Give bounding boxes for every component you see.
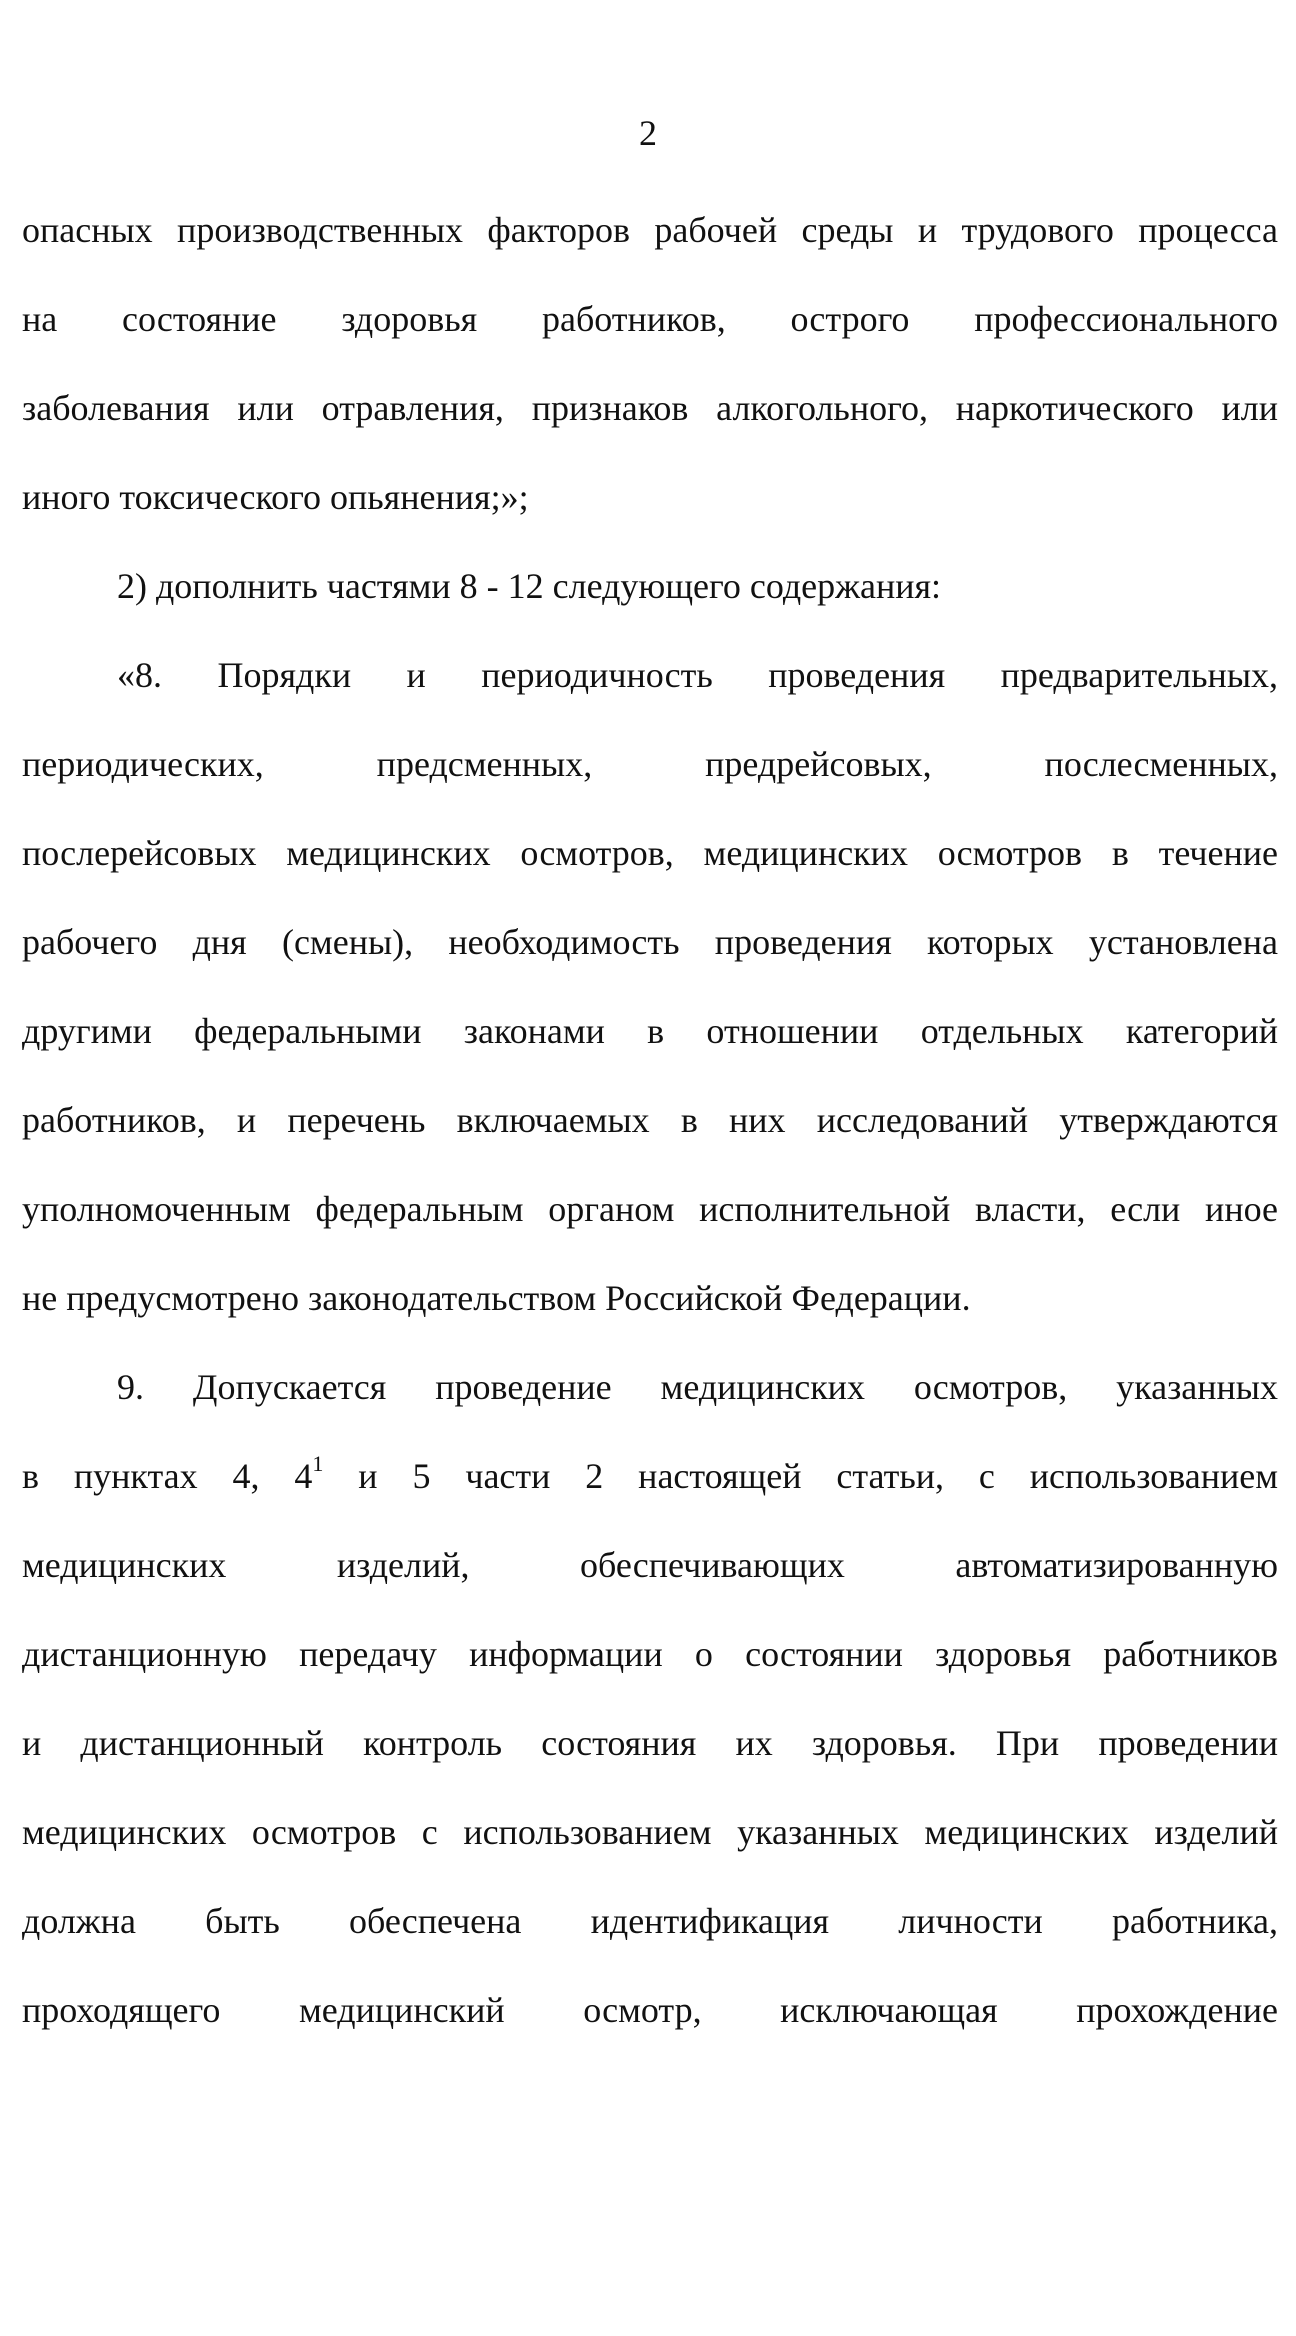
- text-line: на состояние здоровья работников, острого профессионального: [22, 299, 1278, 339]
- paragraph-first-line: «8. Порядки и периодичность проведения предварительных,: [117, 655, 1278, 695]
- text-line: работников, и перечень включаемых в них исследований утверждаются: [22, 1100, 1278, 1140]
- text-line: должна быть обеспечена идентификация личности работника,: [22, 1901, 1278, 1941]
- text-fragment: и 5 части 2 настоящей статьи, с использованием: [323, 1456, 1278, 1496]
- text-fragment: в пунктах 4, 4: [22, 1456, 313, 1496]
- text-line: и дистанционный контроль состояния их здоровья. При проведении: [22, 1723, 1278, 1763]
- text-line: другими федеральными законами в отношении отдельных категорий: [22, 1011, 1278, 1051]
- page-number: 2: [639, 113, 657, 153]
- paragraph-first-line: 2) дополнить частями 8 - 12 следующего содержания:: [117, 566, 942, 606]
- text-line: медицинских осмотров с использованием указанных медицинских изделий: [22, 1812, 1278, 1852]
- superscript: 1: [312, 1451, 324, 1476]
- paragraph-first-line: 9. Допускается проведение медицинских осмотров, указанных: [117, 1367, 1278, 1407]
- text-line: не предусмотрено законодательством Российской Федерации.: [22, 1278, 971, 1318]
- text-line: дистанционную передачу информации о состоянии здоровья работников: [22, 1634, 1278, 1674]
- text-line: опасных производственных факторов рабочей среды и трудового процесса: [22, 210, 1278, 250]
- text-line: периодических, предсменных, предрейсовых, послесменных,: [22, 744, 1278, 784]
- text-line: проходящего медицинский осмотр, исключающая прохождение: [22, 1990, 1278, 2030]
- text-line: рабочего дня (смены), необходимость проведения которых установлена: [22, 922, 1278, 962]
- text-line: медицинских изделий, обеспечивающих автоматизированную: [22, 1545, 1278, 1585]
- text-line: иного токсического опьянения;»;: [22, 477, 529, 517]
- text-line: заболевания или отравления, признаков алкогольного, наркотического или: [22, 388, 1278, 428]
- text-line: уполномоченным федеральным органом исполнительной власти, если иное: [22, 1189, 1278, 1229]
- text-line: послерейсовых медицинских осмотров, медицинских осмотров в течение: [22, 833, 1278, 873]
- text-line-with-superscript: [22, 1451, 1278, 1501]
